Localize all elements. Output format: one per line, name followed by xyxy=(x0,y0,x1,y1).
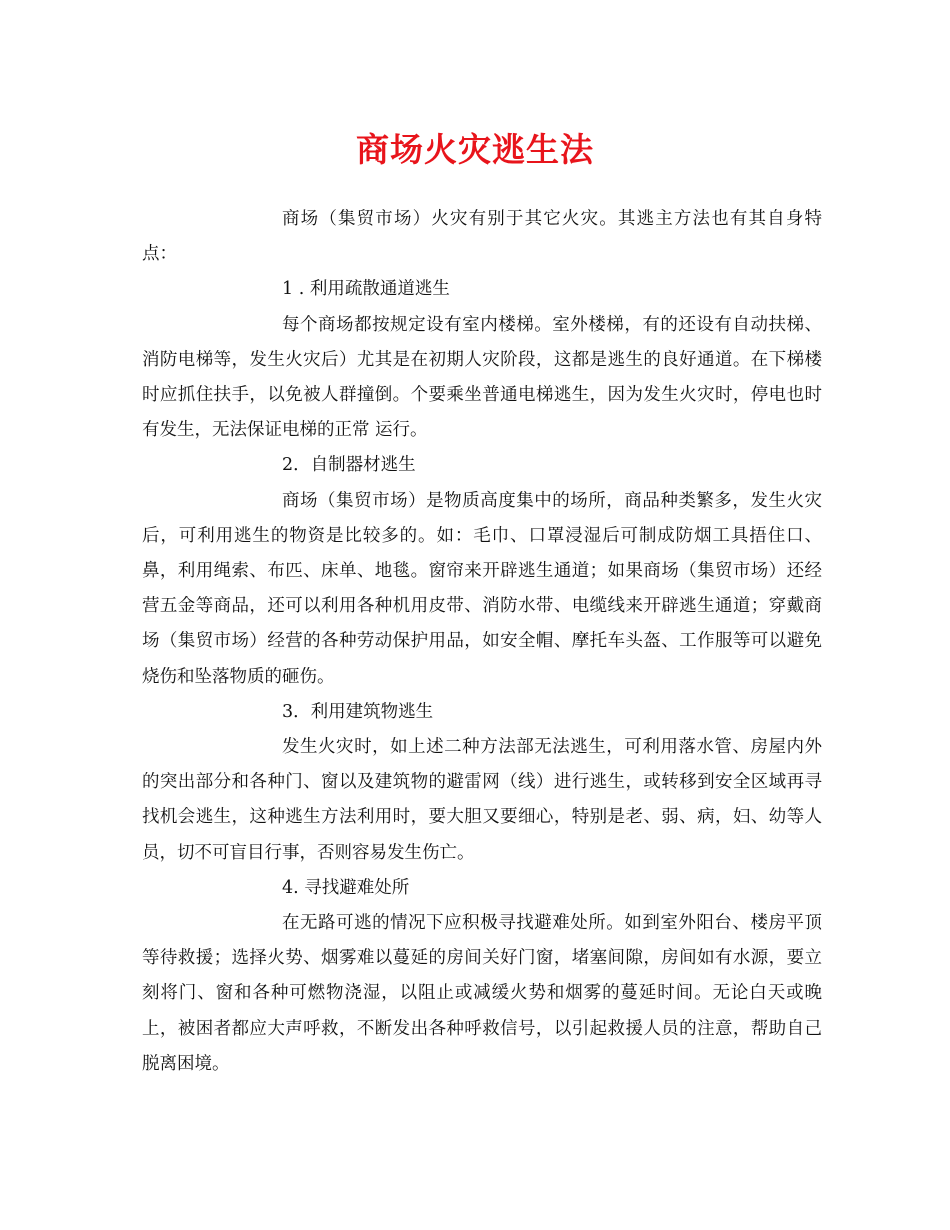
section-heading-1: 1 . 利用疏散通道逃生 xyxy=(282,279,450,300)
page-title: 商场火灾逃生法 xyxy=(356,130,594,169)
section-paragraph-1: 每个商场都按规定设有室内楼梯。室外楼梯，有的还设有自动扶梯、 消防电梯等，发生火灾后）尤其是在初期人灾阶段，这都是逃生的良好通道。在下梯楼时应抓住扶手，以免被人群撞倒。个要乘坐普通电梯逃生，因为发生火灾时，停电也时有发生，无法保证电梯的正常 运行。 xyxy=(142,314,822,441)
intro-paragraph: 商场（集贸市场）火灾有别于其它火灾。其逃主方法也有其自身特点： xyxy=(142,209,822,265)
section-paragraph-2: 商场（集贸市场）是物质高度集中的场所，商品种类繁多，发生火灾后，可利用逃生的物资是比较多的。如：毛巾、口罩浸湿后可制成防烟工具捂住口、鼻，利用绳索、布匹、床单、地毯。窗帘来开辟逃生通道；如果商场（集贸市场）还经营五金等商品，还可以利用各种机用皮带、消防水带、电缆线来开辟逃生通道；穿戴商场（集贸市场）经营的各种劳动保护用品，如安全帽、摩托车头盔、工作服等可以避免烧伤和坠落物质的砸伤。 xyxy=(142,490,822,687)
section-paragraph-3: 发生火灾时，如上述二种方法部无法逃生，可利用落水管、房屋内外的突出部分和各种门、窗以及建筑物的避雷网（线）进行逃生，或转移到安全区域再寻找机会逃生，这种逃生方法利用时，要大胆又要细心，特别是老、弱、病，妇、幼等人员，切不可盲目行事，否则容易发生伤亡。 xyxy=(142,737,822,863)
section-heading-2: 2．自制器材逃生 xyxy=(282,455,416,476)
document-body xyxy=(142,202,822,1082)
section-paragraph-4: 在无路可逃的情况下应积极寻找避难处所。如到室外阳台、楼房平顶等待救援；选择火势、烟雾难以蔓延的房间关好门窗，堵塞间隙，房间如有水源，要立刻将门、窗和各种可燃物浇湿，以阻止或减缓火势和烟雾的蔓延时间。无论白天或晚上，被困者都应大声呼救，不断发出各种呼救信号，以引起救援人员的注意，帮助自己脱离困境。 xyxy=(142,913,822,1074)
section-heading-3: 3．利用建筑物逃生 xyxy=(282,701,434,722)
section-heading-4: 4. 寻找避难处所 xyxy=(282,877,410,898)
